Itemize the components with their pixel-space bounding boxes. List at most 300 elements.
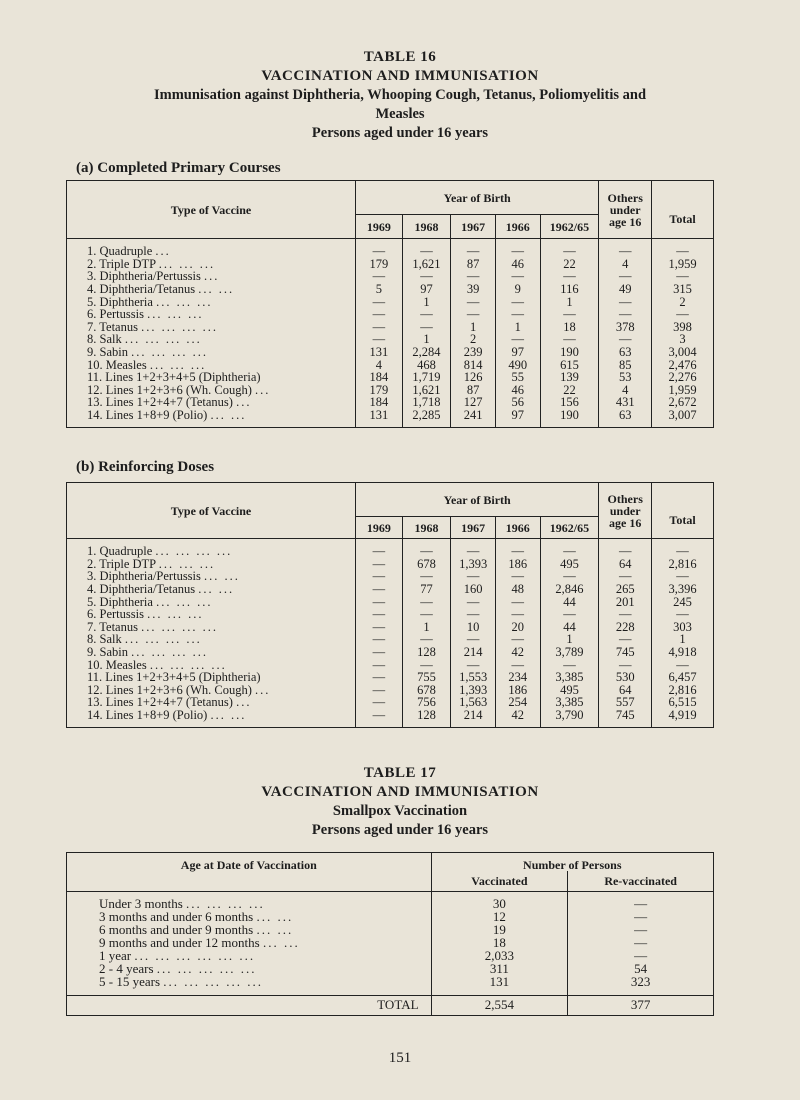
year-header: 1968 (402, 517, 451, 539)
table16-title: TABLE 16 (363, 49, 437, 65)
value-cell: 678 (402, 558, 451, 571)
row-label: 3 months and under 6 months (99, 909, 254, 924)
value-cell: 814 (451, 358, 496, 371)
value-cell: 131 (356, 409, 403, 422)
row-dots: ... (204, 269, 220, 284)
value-cell: — (495, 295, 540, 308)
value-cell: — (451, 608, 496, 621)
value-cell: 398 (652, 321, 714, 334)
value-cell: — (402, 321, 451, 334)
value-cell: 97 (402, 283, 451, 296)
table-row (67, 709, 714, 722)
value-cell: 127 (451, 396, 496, 409)
row-dots: ... (236, 395, 252, 410)
value-cell: — (599, 658, 652, 671)
row-dots: ... ... ... ... (141, 619, 218, 634)
row-label-cell (67, 646, 356, 659)
row-label: 9. Sabin (87, 345, 128, 360)
value-cell: 22 (540, 258, 599, 271)
value-cell: — (540, 570, 599, 583)
table-row (67, 658, 714, 671)
value-cell: — (495, 595, 540, 608)
value-cell: 1 (495, 321, 540, 334)
value-cell: 97 (495, 409, 540, 422)
row-label: 9 months and under 12 months (99, 935, 260, 950)
value-cell: 1,959 (652, 384, 714, 397)
value-cell: — (652, 270, 714, 283)
row-label: 14. Lines 1+8+9 (Polio) (87, 408, 208, 423)
value-cell: 4 (356, 358, 403, 371)
col-type-header: Type of Vaccine (67, 181, 356, 239)
value-cell: 1,563 (451, 696, 496, 709)
value-cell: 3,004 (652, 346, 714, 359)
value-cell: 42 (495, 646, 540, 659)
total-vaccinated: 2,554 (431, 995, 568, 1015)
revaccinated-cell: — (568, 924, 714, 937)
vaccinated-cell: 12 (431, 911, 568, 924)
value-cell: — (402, 570, 451, 583)
value-cell: 9 (495, 283, 540, 296)
value-cell: 116 (540, 283, 599, 296)
value-cell: 5 (356, 283, 403, 296)
col-year-of-birth-header: Year of Birth (356, 483, 599, 517)
row-label: 8. Salk (87, 332, 122, 347)
value-cell: — (451, 570, 496, 583)
value-cell: 245 (652, 595, 714, 608)
table-row (67, 570, 714, 583)
year-header: 1966 (495, 517, 540, 539)
value-cell: — (402, 545, 451, 558)
row-dots: ... ... ... ... (141, 319, 218, 334)
row-label-cell (67, 671, 356, 684)
value-cell: — (540, 608, 599, 621)
row-label-cell (67, 308, 356, 321)
value-cell: 87 (451, 258, 496, 271)
row-dots: ... ... ... (156, 594, 213, 609)
value-cell: 265 (599, 583, 652, 596)
value-cell: 160 (451, 583, 496, 596)
value-cell: 1,959 (652, 258, 714, 271)
value-cell: — (402, 595, 451, 608)
row-label: 6. Pertussis (87, 307, 144, 322)
table-row (67, 283, 714, 296)
value-cell: 190 (540, 409, 599, 422)
row-label-cell (67, 371, 356, 384)
value-cell: 490 (495, 358, 540, 371)
value-cell: 2,476 (652, 358, 714, 371)
value-cell: — (356, 295, 403, 308)
value-cell: — (451, 270, 496, 283)
value-cell: — (402, 658, 451, 671)
row-label-cell (67, 358, 356, 371)
table-row (67, 321, 714, 334)
table-row (67, 696, 714, 709)
value-cell: 42 (495, 709, 540, 722)
value-cell: 2,846 (540, 583, 599, 596)
row-label-cell (67, 295, 356, 308)
row-dots: ... ... ... ... (124, 632, 202, 647)
row-label-cell (67, 245, 356, 258)
row-label: 10. Measles (87, 657, 147, 672)
value-cell: 2,816 (652, 558, 714, 571)
value-cell: 557 (599, 696, 652, 709)
table-row (67, 976, 714, 989)
value-cell: 615 (540, 358, 599, 371)
col-total-header: Total (652, 181, 714, 239)
table-row (67, 595, 714, 608)
table-row (67, 608, 714, 621)
value-cell: 3,789 (540, 646, 599, 659)
row-dots: ... ... ... (156, 294, 213, 309)
row-dots: ... ... ... ... ... (156, 961, 257, 976)
value-cell: — (495, 570, 540, 583)
value-cell: 64 (599, 558, 652, 571)
value-cell: — (356, 696, 403, 709)
value-cell: 44 (540, 595, 599, 608)
table-row (67, 371, 714, 384)
vaccinated-cell: 18 (431, 937, 568, 950)
row-label: 12. Lines 1+2+3+6 (Wh. Cough) (87, 382, 252, 397)
value-cell: 745 (599, 646, 652, 659)
year-header: 1969 (356, 215, 403, 239)
col-total-header: Total (652, 483, 714, 539)
row-label-cell (67, 608, 356, 621)
row-label: 13. Lines 1+2+4+7 (Tetanus) (87, 695, 233, 710)
value-cell: 2 (652, 295, 714, 308)
row-dots: ... ... ... (147, 607, 204, 622)
value-cell: — (540, 245, 599, 258)
value-cell: — (495, 245, 540, 258)
value-cell: — (599, 608, 652, 621)
value-cell: 3,790 (540, 709, 599, 722)
value-cell: 186 (495, 558, 540, 571)
value-cell: 22 (540, 384, 599, 397)
revaccinated-cell: — (568, 911, 714, 924)
row-label-cell (67, 396, 356, 409)
table-row (67, 409, 714, 422)
value-cell: 85 (599, 358, 652, 371)
table-row (67, 384, 714, 397)
value-cell: — (356, 558, 403, 571)
total-label: TOTAL (377, 997, 419, 1012)
value-cell: 87 (451, 384, 496, 397)
row-dots: ... ... ... (158, 556, 216, 571)
value-cell: — (540, 545, 599, 558)
value-cell: 495 (540, 558, 599, 571)
row-dots: ... ... ... ... (131, 345, 208, 360)
vaccinated-cell: 131 (431, 976, 568, 989)
value-cell: 156 (540, 396, 599, 409)
row-label: 4. Diphtheria/Tetanus (87, 282, 196, 297)
value-cell: 4,918 (652, 646, 714, 659)
value-cell: 214 (451, 709, 496, 722)
value-cell: 2 (451, 333, 496, 346)
row-label-cell (67, 633, 356, 646)
value-cell: — (652, 545, 714, 558)
value-cell: 18 (540, 321, 599, 334)
value-cell: 1,621 (402, 258, 451, 271)
row-label-cell (67, 346, 356, 359)
page-number: 151 (388, 1050, 412, 1066)
table-row (67, 258, 714, 271)
value-cell: — (495, 333, 540, 346)
row-dots: ... (155, 244, 171, 259)
value-cell: 44 (540, 621, 599, 634)
value-cell: — (356, 595, 403, 608)
value-cell: — (356, 308, 403, 321)
value-cell: — (356, 245, 403, 258)
revaccinated-cell: 323 (568, 976, 714, 989)
value-cell: 756 (402, 696, 451, 709)
row-label: 11. Lines 1+2+3+4+5 (Diphtheria) (87, 670, 261, 685)
value-cell: — (540, 308, 599, 321)
row-label-cell (67, 384, 356, 397)
value-cell: 1 (402, 295, 451, 308)
value-cell: 179 (356, 384, 403, 397)
col-vaccinated-header: Vaccinated (431, 871, 568, 891)
revaccinated-cell: 54 (568, 963, 714, 976)
value-cell: 6,457 (652, 671, 714, 684)
value-cell: 3,396 (652, 583, 714, 596)
value-cell: 234 (495, 671, 540, 684)
value-cell: 1,393 (451, 558, 496, 571)
reinforcing-doses-table (66, 482, 714, 728)
year-header: 1967 (451, 215, 496, 239)
value-cell: 755 (402, 671, 451, 684)
value-cell: — (599, 270, 652, 283)
value-cell: 128 (402, 646, 451, 659)
value-cell: 6,515 (652, 696, 714, 709)
value-cell: — (599, 545, 652, 558)
value-cell: 431 (599, 396, 652, 409)
value-cell: 1 (402, 621, 451, 634)
row-label-cell (67, 709, 356, 722)
value-cell: 1,718 (402, 396, 451, 409)
row-dots: ... ... ... ... (155, 544, 233, 559)
row-label: 5. Diphtheria (87, 294, 153, 309)
value-cell: 49 (599, 283, 652, 296)
row-dots: ... ... ... (158, 256, 216, 271)
table16-header (0, 48, 800, 143)
value-cell: 128 (402, 709, 451, 722)
value-cell: — (402, 608, 451, 621)
row-label: 2. Triple DTP (87, 256, 156, 271)
row-label-cell (67, 545, 356, 558)
value-cell: 4,919 (652, 709, 714, 722)
table17-persons: Persons aged under 16 years (311, 822, 489, 838)
value-cell: — (451, 308, 496, 321)
value-cell: 39 (451, 283, 496, 296)
row-label: 14. Lines 1+8+9 (Polio) (87, 708, 208, 723)
table-row (67, 245, 714, 258)
row-label-cell (67, 258, 356, 271)
value-cell: — (451, 595, 496, 608)
col-revaccinated-header: Re-vaccinated (568, 871, 714, 891)
total-revaccinated: 377 (568, 995, 714, 1015)
primary-courses-table (66, 180, 714, 428)
value-cell: 201 (599, 595, 652, 608)
table17-subheading: Smallpox Vaccination (332, 803, 468, 819)
value-cell: — (451, 245, 496, 258)
row-dots: ... ... ... ... (131, 645, 208, 660)
value-cell: — (495, 633, 540, 646)
revaccinated-cell: — (568, 937, 714, 950)
year-header: 1966 (495, 215, 540, 239)
value-cell: — (402, 308, 451, 321)
col-others-header: Others under age 16 (599, 181, 652, 239)
table-row (67, 396, 714, 409)
row-label: 3. Diphtheria/Pertussis (87, 269, 201, 284)
row-dots: ... ... (198, 582, 235, 597)
row-dots: ... ... ... ... (124, 332, 202, 347)
value-cell: — (356, 583, 403, 596)
row-dots: ... ... (198, 282, 235, 297)
section-b-label: (b) Reinforcing Doses (76, 459, 215, 475)
value-cell: 378 (599, 321, 652, 334)
row-dots: ... ... (204, 569, 240, 584)
value-cell: — (451, 295, 496, 308)
table-row (67, 545, 714, 558)
row-label: 6 months and under 9 months (99, 922, 254, 937)
row-label: 12. Lines 1+2+3+6 (Wh. Cough) (87, 682, 252, 697)
value-cell: — (495, 308, 540, 321)
year-header: 1962/65 (540, 517, 599, 539)
value-cell: — (356, 684, 403, 697)
value-cell: — (402, 633, 451, 646)
row-label-cell (67, 696, 356, 709)
value-cell: 2,284 (402, 346, 451, 359)
col-others-header: Others under age 16 (599, 483, 652, 539)
year-header: 1967 (451, 517, 496, 539)
value-cell: — (652, 308, 714, 321)
value-cell: 126 (451, 371, 496, 384)
value-cell: — (356, 646, 403, 659)
value-cell: — (451, 545, 496, 558)
row-dots: ... ... ... (149, 357, 207, 372)
value-cell: 3 (652, 333, 714, 346)
value-cell: 64 (599, 684, 652, 697)
value-cell: — (356, 658, 403, 671)
value-cell: 56 (495, 396, 540, 409)
row-label: 7. Tetanus (87, 619, 138, 634)
value-cell: 228 (599, 621, 652, 634)
value-cell: 20 (495, 621, 540, 634)
revaccinated-cell: — (568, 950, 714, 963)
value-cell: 4 (599, 384, 652, 397)
value-cell: 239 (451, 346, 496, 359)
row-label: Under 3 months (99, 896, 183, 911)
row-label: 2 - 4 years (99, 961, 154, 976)
row-dots: ... ... ... (147, 307, 204, 322)
value-cell: — (540, 270, 599, 283)
value-cell: — (599, 633, 652, 646)
table-row (67, 633, 714, 646)
table-row (67, 295, 714, 308)
value-cell: 53 (599, 371, 652, 384)
table17-header (0, 764, 800, 840)
value-cell: 55 (495, 371, 540, 384)
row-label: 8. Salk (87, 632, 122, 647)
row-label-cell (67, 595, 356, 608)
row-label-cell (67, 270, 356, 283)
row-label-cell (67, 558, 356, 571)
value-cell: 303 (652, 621, 714, 634)
value-cell: — (540, 333, 599, 346)
row-dots: ... (236, 695, 252, 710)
row-label-cell (67, 409, 356, 422)
value-cell: 190 (540, 346, 599, 359)
row-label: 9. Sabin (87, 645, 128, 660)
year-header: 1962/65 (540, 215, 599, 239)
row-label: 6. Pertussis (87, 607, 144, 622)
row-label-cell (67, 283, 356, 296)
table-row (67, 308, 714, 321)
value-cell: — (540, 658, 599, 671)
col-type-header: Type of Vaccine (67, 483, 356, 539)
value-cell: — (356, 671, 403, 684)
row-label: 13. Lines 1+2+4+7 (Tetanus) (87, 395, 233, 410)
value-cell: 315 (652, 283, 714, 296)
value-cell: — (495, 658, 540, 671)
value-cell: — (356, 709, 403, 722)
value-cell: 184 (356, 371, 403, 384)
row-label: 4. Diphtheria/Tetanus (87, 582, 196, 597)
value-cell: 139 (540, 371, 599, 384)
value-cell: 10 (451, 621, 496, 634)
value-cell: — (356, 608, 403, 621)
row-label-cell (67, 333, 356, 346)
value-cell: 495 (540, 684, 599, 697)
vaccinated-cell: 2,033 (431, 950, 568, 963)
row-label: 1. Quadruple (87, 544, 153, 559)
value-cell: 4 (599, 258, 652, 271)
table17-heading: VACCINATION AND IMMUNISATION (261, 784, 539, 800)
value-cell: — (599, 308, 652, 321)
value-cell: 2,816 (652, 684, 714, 697)
revaccinated-cell: — (568, 898, 714, 911)
value-cell: — (599, 570, 652, 583)
value-cell: 48 (495, 583, 540, 596)
table-row (67, 671, 714, 684)
row-label-cell (67, 684, 356, 697)
vaccinated-cell: 30 (431, 898, 568, 911)
value-cell: 1,553 (451, 671, 496, 684)
value-cell: 1,621 (402, 384, 451, 397)
row-label-cell (67, 583, 356, 596)
value-cell: 2,285 (402, 409, 451, 422)
row-dots: ... (255, 682, 271, 697)
value-cell: 3,385 (540, 696, 599, 709)
table17-title: TABLE 17 (363, 765, 437, 781)
primary-rows (67, 239, 714, 428)
value-cell: 1 (540, 633, 599, 646)
row-label-cell (67, 570, 356, 583)
value-cell: — (451, 658, 496, 671)
year-header: 1968 (402, 215, 451, 239)
table-row (67, 646, 714, 659)
table16-subheading-1: Immunisation against Diphtheria, Whooping Cough, Tetanus, Poliomyelitis and (153, 87, 647, 103)
row-dots: ... ... (256, 909, 294, 924)
reinforcing-rows (67, 539, 714, 728)
value-cell: 179 (356, 258, 403, 271)
col-number-header: Number of Persons (431, 853, 713, 872)
value-cell: — (599, 333, 652, 346)
row-dots: ... ... (262, 935, 300, 950)
value-cell: 1,393 (451, 684, 496, 697)
smallpox-rows (67, 891, 714, 995)
row-label: 11. Lines 1+2+3+4+5 (Diphtheria) (87, 370, 261, 385)
value-cell: 1,719 (402, 371, 451, 384)
